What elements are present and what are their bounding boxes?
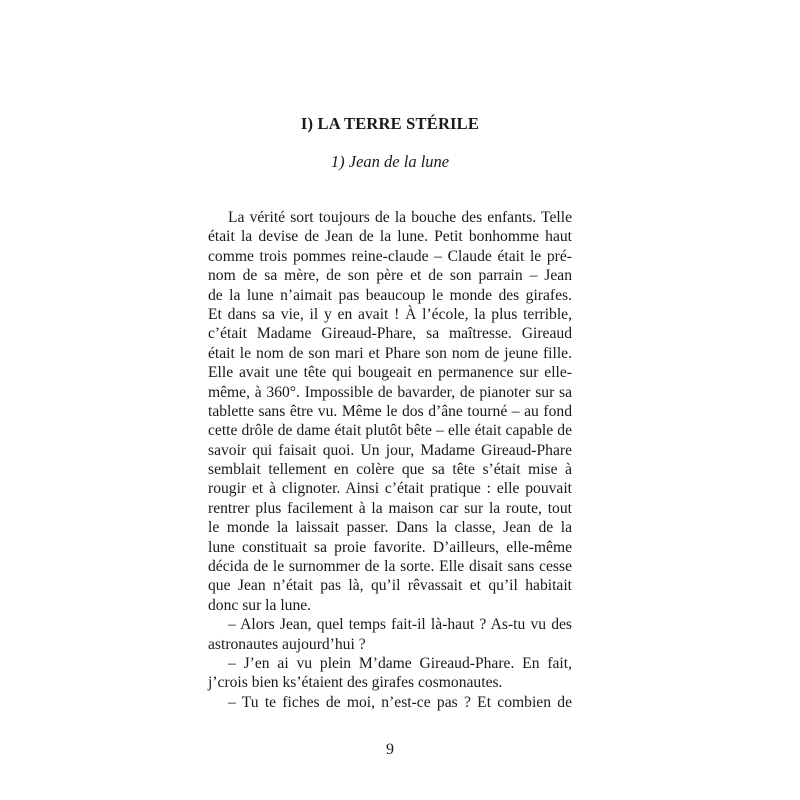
text-line: était la devise de Jean de la lune. Petit bonhomme haut [208, 228, 572, 246]
text-line: lune constituait sa proie favorite. D’ailleurs, elle-même [208, 538, 572, 556]
text-line: rougir et à clignoter. Ainsi c’était pratique : elle pouvait [208, 480, 572, 498]
dialogue-line: – Alors Jean, quel temps fait-il là-haut ? As-tu vu des [228, 616, 572, 634]
text-line: rentrer plus facilement à la maison car sur la route, tout [208, 499, 572, 517]
text-line: même, à 360°. Impossible de bavarder, de pianoter sur sa [208, 383, 572, 401]
text-line: le monde la laissait passer. Dans la classe, Jean de la [208, 519, 572, 537]
text-line: Et dans sa vie, il y en avait ! À l’école, la plus terrible, [208, 305, 572, 323]
text-line: comme trois pommes reine-claude – Claude était le pré- [208, 247, 572, 265]
text-line: Elle avait une tête qui bougeait en permanence sur elle- [208, 364, 572, 382]
text-line: savoir qui faisait quoi. Un jour, Madame Gireaud-Phare [208, 441, 572, 459]
dialogue-line: – Tu te fiches de moi, n’est-ce pas ? Et combien de [228, 693, 572, 711]
body-text [208, 208, 572, 712]
text-line: La vérité sort toujours de la bouche des enfants. Telle [228, 209, 572, 226]
text-line: décida de le surnommer de la sorte. Elle disait sans cesse [208, 558, 572, 576]
text-line: était le nom de son mari et Phare son nom de jeune fille. [208, 344, 572, 362]
dialogue-line: – J’en ai vu plein M’dame Gireaud-Phare. En fait, [228, 654, 572, 672]
text-line: cette drôle de dame était plutôt bête – elle était capable de [208, 422, 572, 440]
chapter-title: I) LA TERRE STÉRILE [300, 114, 480, 133]
page-number: 9 [386, 741, 394, 758]
text-line: donc sur la lune. [208, 596, 312, 614]
text-line: semblait tellement en colère que sa tête s’était mise à [208, 461, 572, 479]
dialogue-line: astronautes aujourd’hui ? [208, 635, 366, 653]
text-line: nom de sa mère, de son père et de son parrain – Jean [208, 267, 572, 285]
dialogue-line: j’crois bien ks’étaient des girafes cosmonautes. [208, 674, 503, 692]
text-line: c’était Madame Gireaud-Phare, sa maîtresse. Gireaud [208, 325, 572, 343]
text-line: que Jean n’était pas là, qu’il rêvassait et qu’il habitait [208, 577, 572, 595]
text-line: de la lune n’aimait pas beaucoup le monde des girafes. [208, 286, 572, 304]
text-line: tablette sans être vu. Même le dos d’âne tourné – au fond [208, 402, 572, 420]
section-title: 1) Jean de la lune [330, 152, 450, 171]
